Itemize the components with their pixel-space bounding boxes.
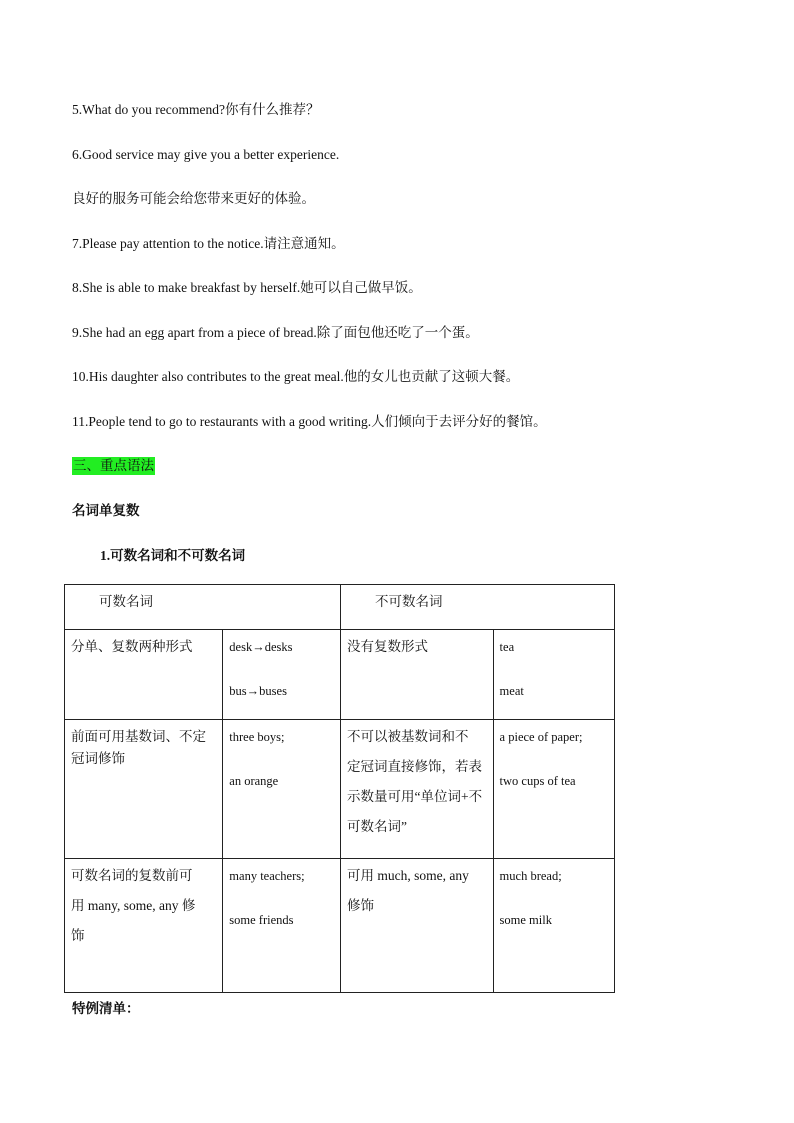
header-countable: 可数名词 (99, 594, 153, 609)
sentence-7: 7.Please pay attention to the notice.请注意通知。 (72, 236, 345, 251)
uncountable-example: tea (499, 640, 515, 654)
table-row (65, 859, 615, 993)
countable-example: desk→desks (229, 640, 293, 654)
noun-comparison-table (64, 584, 615, 993)
table-row (65, 630, 615, 720)
countable-example: many teachers; (229, 869, 305, 883)
header-uncountable: 不可数名词 (375, 594, 443, 609)
uncountable-desc: 没有复数形式 (347, 639, 428, 654)
countable-example: an orange (229, 774, 279, 788)
countable-desc: 冠词修饰 (71, 751, 125, 766)
uncountable-desc: 定冠词直接修饰，若表 (347, 759, 482, 774)
table-row (65, 720, 615, 859)
uncountable-desc: 不可以被基数词和不 (347, 729, 469, 744)
sentence-6: 6.Good service may give you a better experience. (72, 147, 340, 162)
sentence-9: 9.She had an egg apart from a piece of bread.除了面包他还吃了一个蛋。 (72, 325, 479, 340)
uncountable-example: meat (499, 684, 524, 698)
uncountable-example: two cups of tea (499, 774, 576, 788)
countable-desc: 用 many, some, any 修 (71, 898, 196, 913)
countable-desc: 饰 (71, 928, 85, 943)
sentence-5: 5.What do you recommend?你有什么推荐？ (72, 102, 320, 117)
sentence-6-translation: 良好的服务可能会给您带来更好的体验。 (72, 191, 315, 206)
uncountable-example: much bread; (499, 869, 562, 883)
footer-heading: 特例清单： (72, 1001, 140, 1016)
uncountable-desc: 可用 much, some, any (347, 868, 469, 883)
uncountable-desc: 修饰 (347, 898, 374, 913)
countable-example: bus→buses (229, 684, 287, 698)
uncountable-desc: 示数量可用“单位词+不 (347, 789, 483, 804)
uncountable-desc: 可数名词” (347, 819, 407, 834)
sentence-10: 10.His daughter also contributes to the great meal.他的女儿也贡献了这顿大餐。 (72, 369, 520, 384)
sentence-8: 8.She is able to make breakfast by herself.她可以自己做早饭。 (72, 280, 422, 295)
uncountable-example: some milk (499, 913, 552, 927)
countable-example: some friends (229, 913, 294, 927)
uncountable-example: a piece of paper; (499, 730, 583, 744)
countable-desc: 可数名词的复数前可 (71, 868, 193, 883)
sentence-11: 11.People tend to go to restaurants with a good writing.人们倾向于去评分好的餐馆。 (72, 414, 547, 429)
countable-desc: 分单、复数两种形式 (71, 639, 193, 654)
countable-desc: 前面可用基数词、不定 (71, 729, 206, 744)
section-title: 三、重点语法 (73, 458, 154, 473)
subheading: 名词单复数 (72, 503, 140, 518)
countable-example: three boys; (229, 730, 285, 744)
table-header-row (65, 585, 615, 630)
subsection-title: 1.可数名词和不可数名词 (100, 548, 246, 563)
